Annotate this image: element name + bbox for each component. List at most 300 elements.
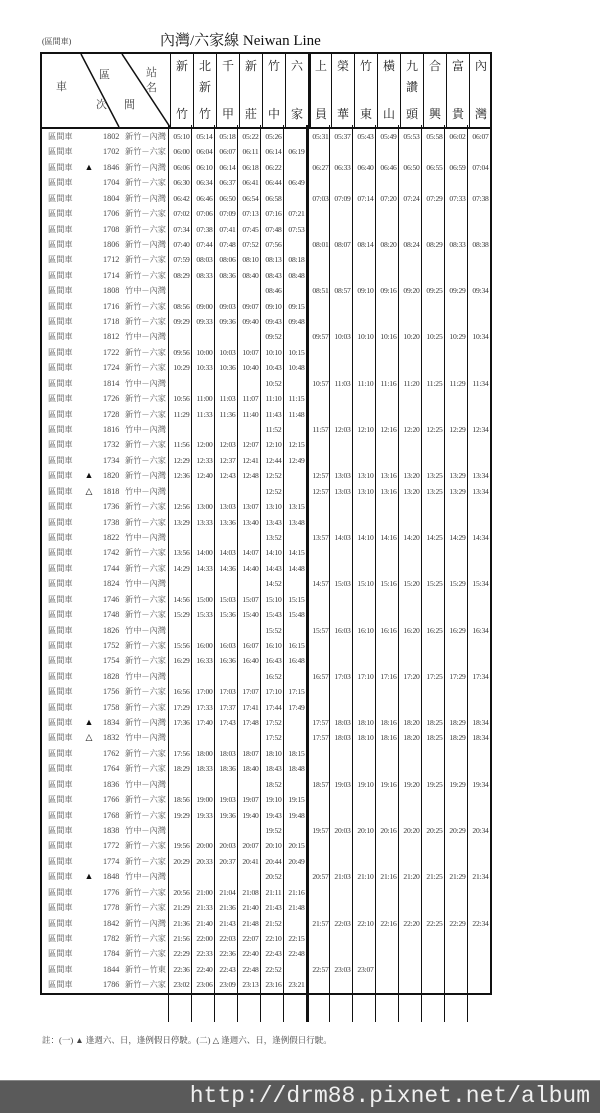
train-type: 區間車 <box>48 455 73 465</box>
departure-time: 06:07 <box>219 147 236 157</box>
header-corner <box>42 54 170 127</box>
departure-time: 09:34 <box>472 286 489 296</box>
departure-time: 14:56 <box>173 594 190 604</box>
departure-time: 19:48 <box>288 810 305 820</box>
train-number: 1806 <box>103 239 120 249</box>
train-route: 新竹－六家 <box>125 440 166 450</box>
departure-time: 17:52 <box>265 718 282 728</box>
departure-time: 13:16 <box>380 471 397 481</box>
departure-time: 16:57 <box>312 671 329 681</box>
table-row <box>42 962 490 977</box>
table-row <box>42 869 490 884</box>
table-row <box>42 314 490 329</box>
departure-time: 19:25 <box>426 779 443 789</box>
departure-time: 12:57 <box>312 486 329 496</box>
departure-time: 13:36 <box>219 517 236 527</box>
departure-time: 11:03 <box>219 394 236 404</box>
table-row <box>42 669 490 684</box>
station-header <box>400 54 423 127</box>
train-type: 區間車 <box>48 980 73 990</box>
train-number: 1804 <box>103 193 120 203</box>
table-row <box>42 499 490 514</box>
departure-time: 09:36 <box>219 317 236 327</box>
departure-time: 22:29 <box>173 949 190 959</box>
table-row <box>42 530 490 545</box>
station-name-char: 上 <box>314 59 327 73</box>
departure-time: 16:10 <box>265 640 282 650</box>
station-header <box>262 54 285 127</box>
table-row <box>42 607 490 622</box>
departure-time: 21:33 <box>196 903 213 913</box>
header-label-station: 站 <box>146 67 157 79</box>
departure-time: 21:25 <box>426 872 443 882</box>
departure-time: 11:57 <box>312 425 329 435</box>
train-number: 1838 <box>103 825 120 835</box>
train-route: 新竹－六家 <box>125 841 166 851</box>
departure-time: 10:03 <box>219 347 236 357</box>
train-number: 1836 <box>103 779 120 789</box>
departure-time: 08:24 <box>403 239 420 249</box>
departure-time: 12:56 <box>173 502 190 512</box>
departure-time: 20:34 <box>472 825 489 835</box>
train-type: 區間車 <box>48 933 73 943</box>
train-type: 區間車 <box>48 949 73 959</box>
train-type: 區間車 <box>48 440 73 450</box>
departure-time: 12:03 <box>334 425 351 435</box>
station-name-char: 中 <box>267 107 280 121</box>
table-row <box>42 391 490 406</box>
departure-time: 11:34 <box>472 378 489 388</box>
departure-time: 18:03 <box>334 733 351 743</box>
departure-time: 07:59 <box>173 255 190 265</box>
column-divider <box>398 125 399 1022</box>
train-type: 區間車 <box>48 162 73 172</box>
departure-time: 13:10 <box>357 471 374 481</box>
departure-time: 05:31 <box>312 132 329 141</box>
departure-time: 18:03 <box>219 748 236 758</box>
departure-time: 06:37 <box>219 178 236 188</box>
departure-time: 12:40 <box>196 471 213 481</box>
station-header <box>423 54 446 127</box>
station-name-char: 富 <box>451 59 464 73</box>
station-name-char: 竹 <box>359 59 372 73</box>
departure-time: 15:43 <box>265 610 282 620</box>
departure-time: 06:46 <box>380 162 397 172</box>
train-route: 新竹－六家 <box>125 548 166 558</box>
departure-time: 13:29 <box>449 471 466 481</box>
departure-time: 21:52 <box>265 918 282 928</box>
departure-time: 08:33 <box>196 270 213 280</box>
departure-time: 15:40 <box>242 610 259 620</box>
departure-time: 06:49 <box>288 178 305 188</box>
departure-time: 20:29 <box>449 825 466 835</box>
departure-time: 10:40 <box>242 363 259 373</box>
departure-time: 19:10 <box>265 795 282 805</box>
train-route: 新竹－六家 <box>125 933 166 943</box>
departure-time: 09:40 <box>242 317 259 327</box>
departure-time: 21:40 <box>196 918 213 928</box>
departure-time: 09:48 <box>288 317 305 327</box>
train-route: 新竹－六家 <box>125 455 166 465</box>
station-name-char: 貴 <box>451 107 464 121</box>
train-route: 新竹－內灣 <box>125 132 166 141</box>
departure-time: 19:29 <box>449 779 466 789</box>
departure-time: 15:56 <box>173 640 190 650</box>
departure-time: 16:20 <box>403 625 420 635</box>
train-type: 區間車 <box>48 239 73 249</box>
departure-time: 22:03 <box>334 918 351 928</box>
departure-time: 22:36 <box>173 964 190 974</box>
departure-time: 10:52 <box>265 378 282 388</box>
departure-time: 23:02 <box>173 980 190 990</box>
departure-time: 21:00 <box>196 887 213 897</box>
table-row <box>42 653 490 668</box>
train-type: 區間車 <box>48 702 73 712</box>
table-row <box>42 916 490 931</box>
station-header <box>308 54 331 127</box>
train-type: 區間車 <box>48 795 73 805</box>
departure-time: 20:37 <box>219 856 236 866</box>
departure-time: 05:37 <box>334 132 351 141</box>
departure-time: 13:48 <box>288 517 305 527</box>
train-type: 區間車 <box>48 779 73 789</box>
departure-time: 16:03 <box>334 625 351 635</box>
train-number: 1784 <box>103 949 120 959</box>
train-type: 區間車 <box>48 548 73 558</box>
departure-time: 07:45 <box>242 224 259 234</box>
station-name-char: 莊 <box>244 107 257 121</box>
departure-time: 10:10 <box>357 332 374 342</box>
station-header <box>446 54 469 127</box>
table-row <box>42 592 490 607</box>
train-type: 區間車 <box>48 733 73 743</box>
train-number: 1814 <box>103 378 120 388</box>
departure-time: 13:34 <box>472 471 489 481</box>
train-number: 1748 <box>103 610 120 620</box>
departure-time: 21:29 <box>173 903 190 913</box>
table-row <box>42 946 490 961</box>
departure-time: 06:50 <box>219 193 236 203</box>
departure-time: 09:33 <box>196 317 213 327</box>
column-divider <box>214 125 215 1022</box>
station-header <box>239 54 262 127</box>
column-divider <box>352 125 353 1022</box>
train-number: 1820 <box>103 471 120 481</box>
departure-time: 15:10 <box>357 579 374 589</box>
train-number: 1766 <box>103 795 120 805</box>
departure-time: 07:40 <box>173 239 190 249</box>
departure-time: 07:38 <box>472 193 489 203</box>
departure-time: 16:40 <box>242 656 259 666</box>
train-type: 區間車 <box>48 625 73 635</box>
departure-time: 06:02 <box>449 132 466 141</box>
departure-time: 15:33 <box>196 610 213 620</box>
departure-time: 09:29 <box>173 317 190 327</box>
departure-time: 08:01 <box>312 239 329 249</box>
departure-time: 21:04 <box>219 887 236 897</box>
departure-time: 20:29 <box>173 856 190 866</box>
departure-time: 19:52 <box>265 825 282 835</box>
departure-time: 17:29 <box>173 702 190 712</box>
departure-time: 12:33 <box>196 455 213 465</box>
header-label-section: 區 <box>99 69 110 81</box>
train-route: 新竹－內灣 <box>125 239 166 249</box>
departure-time: 15:36 <box>219 610 236 620</box>
departure-time: 05:58 <box>426 132 443 141</box>
departure-time: 20:57 <box>312 872 329 882</box>
train-route: 竹中－內灣 <box>125 872 166 882</box>
train-number: 1744 <box>103 563 120 573</box>
departure-time: 11:48 <box>288 409 305 419</box>
departure-time: 12:16 <box>380 425 397 435</box>
departure-time: 22:48 <box>288 949 305 959</box>
departure-time: 23:03 <box>334 964 351 974</box>
departure-time: 18:16 <box>380 718 397 728</box>
train-route: 新竹－六家 <box>125 640 166 650</box>
departure-time: 07:56 <box>265 239 282 249</box>
departure-time: 18:56 <box>173 795 190 805</box>
departure-time: 10:00 <box>196 347 213 357</box>
departure-time: 13:29 <box>449 486 466 496</box>
station-header <box>331 54 354 127</box>
departure-time: 14:48 <box>288 563 305 573</box>
station-header <box>170 54 193 127</box>
departure-time: 17:25 <box>426 671 443 681</box>
departure-time: 14:43 <box>265 563 282 573</box>
table-row <box>42 746 490 761</box>
departure-time: 06:50 <box>403 162 420 172</box>
table-row <box>42 345 490 360</box>
departure-time: 05:14 <box>196 132 213 141</box>
train-type: 區間車 <box>48 532 73 542</box>
departure-time: 09:00 <box>196 301 213 311</box>
departure-time: 05:49 <box>380 132 397 141</box>
departure-time: 08:18 <box>288 255 305 265</box>
departure-time: 06:07 <box>472 132 489 141</box>
train-number: 1844 <box>103 964 120 974</box>
departure-time: 17:52 <box>265 733 282 743</box>
departure-time: 16:43 <box>265 656 282 666</box>
departure-time: 13:20 <box>403 486 420 496</box>
watermark-url: http://drm88.pixnet.net/album <box>189 1083 590 1109</box>
departure-time: 10:34 <box>472 332 489 342</box>
train-number: 1732 <box>103 440 120 450</box>
departure-time: 21:16 <box>380 872 397 882</box>
table-row <box>42 422 490 437</box>
train-route: 新竹－六家 <box>125 887 166 897</box>
departure-time: 19:57 <box>312 825 329 835</box>
train-route: 新竹－六家 <box>125 764 166 774</box>
station-name-char: 內 <box>474 59 487 73</box>
departure-time: 16:48 <box>288 656 305 666</box>
departure-time: 21:20 <box>403 872 420 882</box>
departure-time: 08:13 <box>265 255 282 265</box>
departure-time: 12:00 <box>196 440 213 450</box>
departure-time: 21:34 <box>472 872 489 882</box>
footnote: 註：(一) ▲ 逢週六、日，逢例假日停駛。(二) △ 逢週六、日，逢例假日行駛。 <box>42 1035 332 1045</box>
departure-time: 18:52 <box>265 779 282 789</box>
station-name-char: 華 <box>336 107 349 121</box>
departure-time: 18:20 <box>403 733 420 743</box>
departure-time: 08:38 <box>472 239 489 249</box>
table-row <box>42 160 490 175</box>
service-mark-icon: △ <box>85 732 93 743</box>
departure-time: 13:56 <box>173 548 190 558</box>
train-number: 1722 <box>103 347 120 357</box>
train-number: 1718 <box>103 317 120 327</box>
departure-time: 16:29 <box>449 625 466 635</box>
departure-time: 20:10 <box>357 825 374 835</box>
departure-time: 17:00 <box>196 687 213 697</box>
departure-time: 20:56 <box>173 887 190 897</box>
departure-time: 17:49 <box>288 702 305 712</box>
departure-time: 22:36 <box>219 949 236 959</box>
train-route: 新竹－六家 <box>125 317 166 327</box>
departure-time: 15:52 <box>265 625 282 635</box>
departure-time: 16:07 <box>242 640 259 650</box>
station-name-char: 榮 <box>336 59 349 73</box>
train-number: 1812 <box>103 332 120 342</box>
column-divider <box>191 125 192 1022</box>
departure-time: 05:53 <box>403 132 420 141</box>
departure-time: 08:14 <box>357 239 374 249</box>
departure-time: 06:11 <box>242 147 259 157</box>
table-row <box>42 268 490 283</box>
departure-time: 13:20 <box>403 471 420 481</box>
train-type: 區間車 <box>48 347 73 357</box>
table-row <box>42 777 490 792</box>
departure-time: 11:33 <box>196 409 213 419</box>
departure-time: 13:40 <box>242 517 259 527</box>
departure-time: 07:20 <box>380 193 397 203</box>
table-row <box>42 823 490 838</box>
departure-time: 06:27 <box>312 162 329 172</box>
departure-time: 17:37 <box>219 702 236 712</box>
train-route: 新竹－六家 <box>125 594 166 604</box>
service-mark-icon: ▲ <box>84 161 94 172</box>
departure-time: 12:15 <box>288 440 305 450</box>
departure-time: 05:26 <box>265 132 282 141</box>
departure-time: 17:57 <box>312 718 329 728</box>
departure-time: 23:06 <box>196 980 213 990</box>
departure-time: 10:29 <box>449 332 466 342</box>
table-row <box>42 623 490 638</box>
train-type: 區間車 <box>48 687 73 697</box>
train-route: 竹中－內灣 <box>125 779 166 789</box>
departure-time: 17:36 <box>173 718 190 728</box>
table-row <box>42 129 490 144</box>
train-type: 區間車 <box>48 517 73 527</box>
departure-time: 15:16 <box>380 579 397 589</box>
departure-time: 18:29 <box>173 764 190 774</box>
station-name-char: 橫 <box>382 59 395 73</box>
departure-time: 10:57 <box>312 378 329 388</box>
departure-time: 06:22 <box>265 162 282 172</box>
departure-time: 12:49 <box>288 455 305 465</box>
station-header <box>377 54 400 127</box>
departure-time: 15:10 <box>265 594 282 604</box>
train-route: 新竹－六家 <box>125 656 166 666</box>
departure-time: 15:07 <box>242 594 259 604</box>
departure-time: 19:03 <box>334 779 351 789</box>
departure-time: 11:29 <box>449 378 466 388</box>
train-type: 區間車 <box>48 209 73 219</box>
departure-time: 08:46 <box>265 286 282 296</box>
departure-time: 08:03 <box>196 255 213 265</box>
departure-time: 14:29 <box>173 563 190 573</box>
station-name-char: 北 <box>198 59 211 73</box>
column-divider <box>421 125 422 1022</box>
table-row <box>42 484 490 499</box>
departure-time: 16:52 <box>265 671 282 681</box>
table-row <box>42 175 490 190</box>
departure-time: 17:20 <box>403 671 420 681</box>
departure-time: 21:43 <box>219 918 236 928</box>
station-name-char: 合 <box>428 59 441 73</box>
departure-time: 07:34 <box>173 224 190 234</box>
table-row <box>42 360 490 375</box>
departure-time: 06:55 <box>426 162 443 172</box>
departure-time: 17:41 <box>242 702 259 712</box>
table-row <box>42 792 490 807</box>
departure-time: 06:34 <box>196 178 213 188</box>
train-route: 新竹－六家 <box>125 270 166 280</box>
departure-time: 11:20 <box>403 378 420 388</box>
departure-time: 13:25 <box>426 486 443 496</box>
train-type: 區間車 <box>48 363 73 373</box>
departure-time: 07:48 <box>219 239 236 249</box>
train-number: 1758 <box>103 702 120 712</box>
train-route: 竹中－內灣 <box>125 378 166 388</box>
column-divider <box>260 125 261 1022</box>
departure-time: 12:43 <box>219 471 236 481</box>
departure-time: 06:44 <box>265 178 282 188</box>
train-type: 區間車 <box>48 178 73 188</box>
departure-time: 23:09 <box>219 980 236 990</box>
train-number: 1818 <box>103 486 120 496</box>
departure-time: 17:15 <box>288 687 305 697</box>
station-header <box>216 54 239 127</box>
departure-time: 12:37 <box>219 455 236 465</box>
departure-time: 21:11 <box>265 887 282 897</box>
departure-time: 18:20 <box>403 718 420 728</box>
departure-time: 12:03 <box>219 440 236 450</box>
train-type: 區間車 <box>48 903 73 913</box>
departure-time: 21:43 <box>265 903 282 913</box>
departure-time: 20:25 <box>426 825 443 835</box>
train-type: 區間車 <box>48 594 73 604</box>
departure-time: 09:15 <box>288 301 305 311</box>
departure-time: 14:10 <box>265 548 282 558</box>
departure-time: 20:03 <box>219 841 236 851</box>
train-number: 1776 <box>103 887 120 897</box>
departure-time: 18:16 <box>380 733 397 743</box>
departure-time: 12:29 <box>173 455 190 465</box>
departure-time: 15:03 <box>334 579 351 589</box>
station-header <box>469 54 492 127</box>
train-type: 區間車 <box>48 425 73 435</box>
train-route: 新竹－六家 <box>125 347 166 357</box>
table-row <box>42 376 490 391</box>
departure-time: 15:00 <box>196 594 213 604</box>
train-number: 1802 <box>103 132 120 141</box>
departure-time: 06:00 <box>173 147 190 157</box>
departure-time: 07:02 <box>173 209 190 219</box>
table-row <box>42 299 490 314</box>
departure-time: 23:13 <box>242 980 259 990</box>
train-number: 1764 <box>103 764 120 774</box>
train-type: 區間車 <box>48 409 73 419</box>
